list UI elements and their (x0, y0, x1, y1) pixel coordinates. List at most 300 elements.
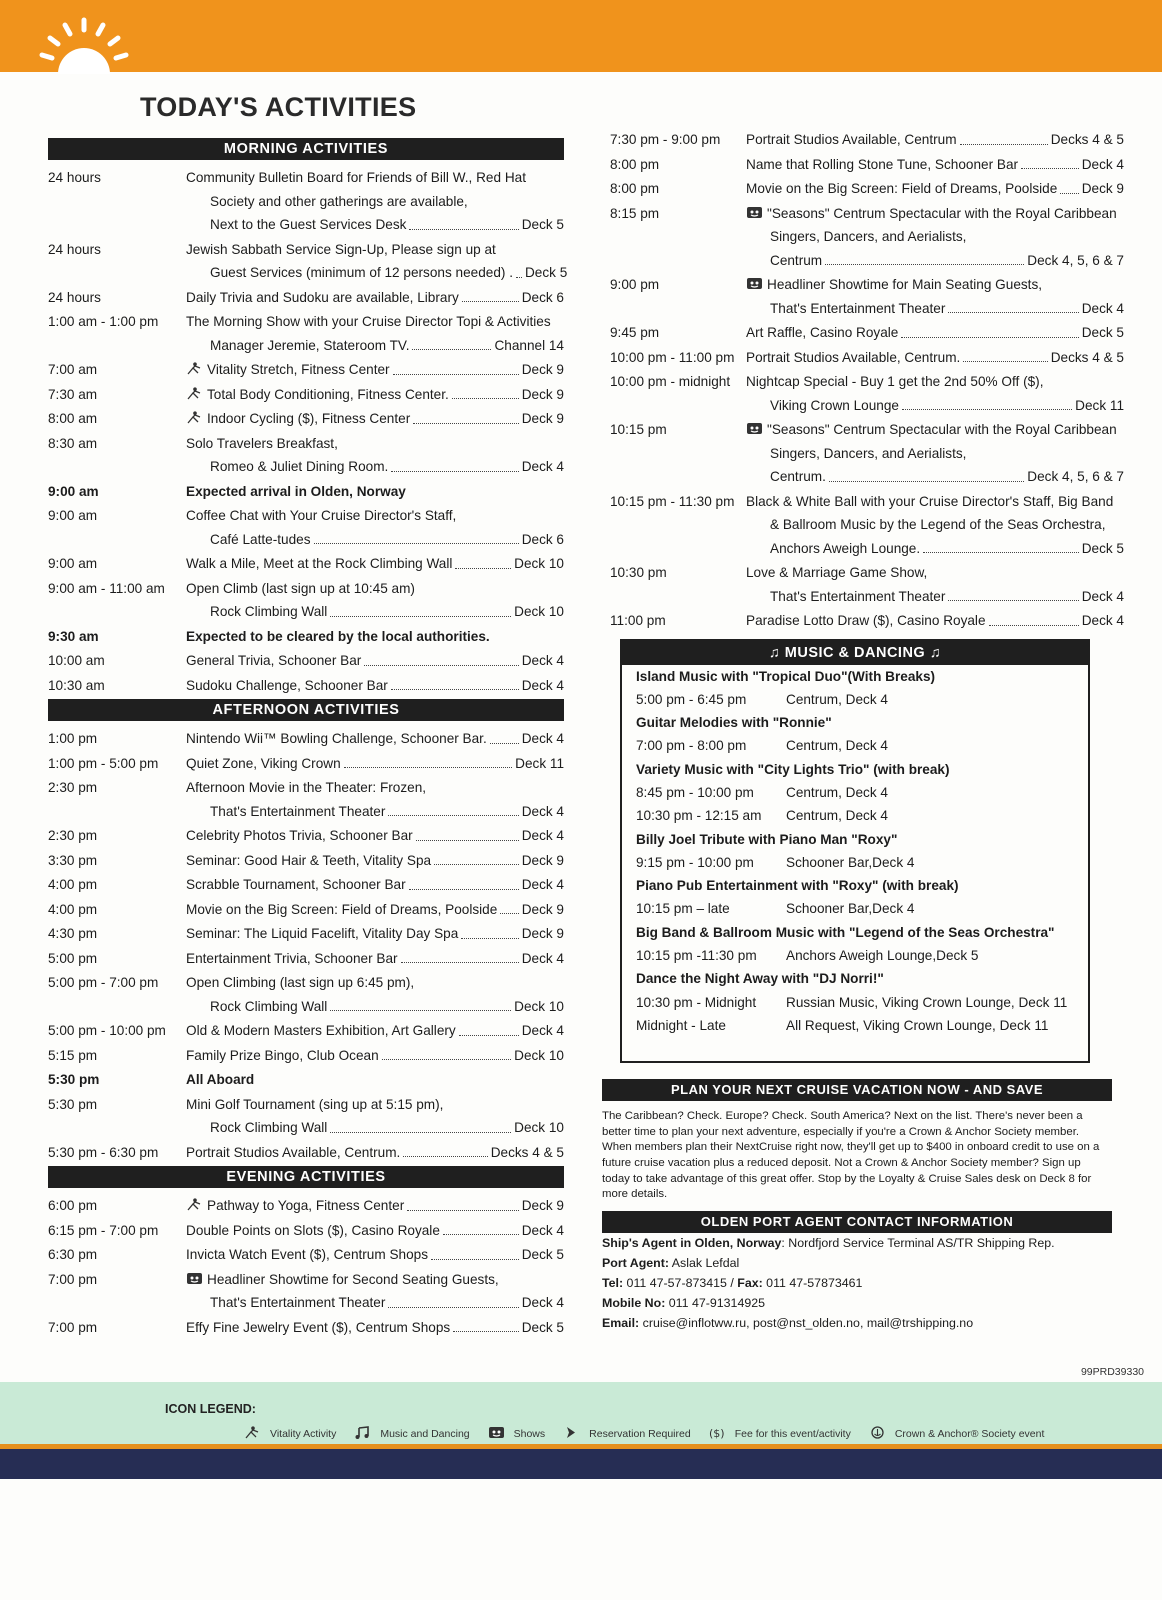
activity-line (186, 334, 564, 358)
morning-header: MORNING ACTIVITIES (48, 138, 564, 160)
evening-list (48, 1194, 564, 1339)
music-time: 7:00 pm - 8:00 pm (636, 738, 747, 754)
music-group-title: Dance the Night Away with "DJ Norri!" (636, 971, 884, 987)
activity-time: 3:30 pm (48, 852, 98, 868)
music-item (622, 991, 1088, 1014)
activity-deck: Deck 9 (521, 926, 564, 941)
activity-text: Afternoon Movie in the Theater: Frozen, (186, 780, 427, 795)
activity-deck: Deck 9 (521, 386, 564, 402)
activity-time: 8:30 am (48, 435, 98, 451)
activity-line (746, 513, 1124, 537)
activity-line (186, 873, 564, 897)
music-group-title: Variety Music with "City Lights Trio" (with break) (636, 761, 950, 777)
dot-leader (948, 297, 1078, 314)
activity-line (186, 922, 564, 946)
activity-time: 10:30 pm (610, 565, 667, 580)
dot-leader (829, 465, 1024, 482)
activity-line (186, 504, 564, 528)
activity-text: Singers, Dancers, and Aerialists, (770, 445, 967, 461)
activity-description (746, 321, 1124, 345)
activity-text: The Morning Show with your Cruise Director Topi & Activities (186, 314, 551, 329)
music-item (622, 734, 1088, 757)
activity-row (48, 727, 564, 751)
fee-icon (709, 1426, 730, 1441)
activity-row (610, 321, 1124, 345)
activity-time: 9:00 am (48, 556, 98, 571)
dot-leader (409, 213, 518, 230)
activity-deck: Deck 4 (521, 1295, 564, 1310)
music-time: 10:30 pm - 12:15 am (636, 808, 762, 824)
activity-text: Celebrity Photos Trivia, Schooner Bar (186, 828, 413, 843)
activity-line (746, 321, 1124, 345)
vitality-icon (186, 1194, 207, 1218)
activity-text: Art Raffle, Casino Royale (746, 325, 899, 340)
activity-description (186, 727, 564, 751)
activity-description (186, 898, 564, 922)
activity-text: Quiet Zone, Viking Crown (186, 755, 341, 771)
dot-leader (1060, 177, 1078, 194)
dot-leader (963, 346, 1047, 363)
activity-text: Café Latte-tudes (210, 531, 311, 547)
activity-row (610, 561, 1124, 608)
activity-deck: Deck 4 (521, 1023, 564, 1038)
morning-list (48, 166, 568, 697)
tel-value: 011 47-57-873415 / (623, 1275, 738, 1290)
bottom-bar (0, 1449, 1162, 1479)
activity-time: 7:30 pm - 9:00 pm (610, 132, 721, 147)
activity-row (48, 1044, 564, 1068)
dot-leader (412, 334, 491, 351)
shows-icon (488, 1426, 509, 1441)
activity-text: Walk a Mile, Meet at the Rock Climbing Wall (186, 556, 453, 571)
activity-description (186, 383, 564, 407)
activity-text: Mini Golf Tournament (sing up at 5:15 pm), (186, 1096, 444, 1112)
activity-row (610, 609, 1124, 633)
activity-time: 5:30 pm - 6:30 pm (48, 1144, 159, 1160)
dot-leader (416, 824, 519, 841)
left-column (48, 136, 568, 1340)
legend-label: Fee for this event/activity (734, 1427, 851, 1440)
dot-leader (434, 849, 519, 866)
agent-header: OLDEN PORT AGENT CONTACT INFORMATION (602, 1211, 1112, 1233)
activity-line (186, 600, 564, 624)
activity-line (186, 1268, 564, 1292)
activity-deck: Deck 4 (521, 1222, 564, 1238)
activity-deck: Deck 10 (514, 1047, 564, 1063)
shows-icon (746, 202, 767, 226)
music-time: 5:00 pm - 6:45 pm (636, 691, 747, 707)
activity-row (48, 358, 564, 382)
activity-row (48, 649, 564, 673)
activity-text: That's Entertainment Theater (770, 300, 946, 316)
activity-line (186, 310, 564, 334)
activity-line (186, 1243, 564, 1267)
activity-text: Viking Crown Lounge (770, 397, 899, 413)
activity-text: Pathway to Yoga, Fitness Center (207, 1198, 405, 1213)
activity-row (610, 177, 1124, 201)
activity-time: 8:00 pm (610, 181, 660, 196)
activity-time: 5:00 pm (48, 950, 98, 966)
activity-row (48, 1219, 564, 1243)
activity-description (186, 407, 564, 431)
music-venue: Centrum, Deck 4 (786, 808, 888, 824)
vitality-icon (186, 358, 207, 382)
dot-leader (455, 552, 511, 569)
activity-line (186, 480, 564, 504)
activity-text: All Aboard (186, 1072, 255, 1087)
music-item (622, 781, 1088, 804)
activity-text: That's Entertainment Theater (210, 803, 386, 819)
activity-deck: Decks 4 & 5 (1050, 349, 1124, 365)
activity-text: Indoor Cycling ($), Fitness Center (207, 411, 411, 426)
activity-time: 1:00 pm (48, 731, 98, 746)
activity-text: Total Body Conditioning, Fitness Center. (207, 386, 449, 402)
activity-line (186, 1019, 564, 1043)
vitality-icon (186, 383, 207, 407)
shows-icon (186, 1268, 207, 1292)
email-value: cruise@inflotww.ru, post@nst_olden.no, mail@trshipping.no (639, 1315, 974, 1330)
activity-description (746, 273, 1124, 320)
activity-time: 4:30 pm (48, 926, 98, 941)
activity-time: 4:00 pm (48, 877, 98, 892)
activity-deck: Deck 5 (524, 265, 568, 280)
activity-text: Rock Climbing Wall (210, 604, 328, 619)
right-column (602, 128, 1124, 1333)
activity-line (186, 649, 564, 673)
activity-text: Singers, Dancers, and Aerialists, (770, 229, 967, 244)
activity-deck: Deck 10 (514, 556, 564, 571)
activity-time: 5:00 pm - 7:00 pm (48, 975, 159, 990)
music-item (622, 1014, 1088, 1037)
activity-line (746, 585, 1124, 609)
activity-deck: Deck 4 (521, 828, 564, 843)
activity-description (186, 286, 564, 310)
activity-deck: Deck 6 (521, 531, 564, 547)
activity-description (186, 1141, 564, 1165)
activity-line (746, 153, 1124, 177)
dot-leader (431, 1243, 519, 1260)
activity-row (610, 346, 1124, 370)
activity-line (186, 432, 564, 456)
port-agent-value: Aslak Lefdal (669, 1255, 740, 1270)
dot-leader (443, 1219, 519, 1236)
vitality-icon (244, 1426, 265, 1441)
activity-description (186, 1316, 564, 1340)
activity-text: Effy Fine Jewelry Event ($), Centrum Shops (186, 1319, 451, 1335)
activity-text: Nightcap Special - Buy 1 get the 2nd 50% Off ($), (746, 374, 1044, 389)
activity-description (746, 418, 1124, 489)
activity-text: Entertainment Trivia, Schooner Bar (186, 950, 398, 966)
legend-item (869, 1426, 1045, 1441)
activity-deck: Deck 4 (521, 677, 564, 693)
music-note-icon: ♫ (925, 644, 942, 661)
music-item (622, 688, 1088, 711)
activity-time: 9:00 pm (610, 277, 660, 292)
email-line (602, 1313, 1124, 1333)
music-time: 10:30 pm - Midnight (636, 994, 757, 1010)
activity-text: Invicta Watch Event ($), Centrum Shops (186, 1247, 429, 1262)
activity-row (610, 418, 1124, 489)
dot-leader (330, 600, 511, 617)
activity-description (186, 625, 564, 649)
dot-leader (901, 321, 1078, 338)
activity-time: 5:30 pm (48, 1072, 100, 1087)
activity-deck: Deck 4 (521, 459, 564, 474)
dot-leader (409, 873, 519, 890)
activity-deck: Deck 4 (1081, 156, 1124, 172)
activity-description (186, 1219, 564, 1243)
activity-description (186, 358, 564, 382)
activity-deck: Deck 4 (1081, 613, 1124, 628)
ships-agent-value: : Nordfjord Service Terminal AS/TR Shipping Rep. (781, 1235, 1055, 1250)
activity-text: Family Prize Bingo, Club Ocean (186, 1047, 379, 1063)
activity-description (746, 153, 1124, 177)
activity-time: 8:00 am (48, 411, 98, 426)
activity-row (48, 1194, 564, 1218)
music-header (622, 641, 1088, 665)
dot-leader (960, 128, 1048, 145)
dot-leader (388, 1291, 518, 1308)
activity-line (746, 273, 1124, 297)
activity-time: 5:30 pm (48, 1096, 98, 1112)
activity-description (186, 1068, 564, 1092)
activity-description (746, 609, 1124, 633)
dot-leader (1021, 153, 1079, 170)
legend-label: Music and Dancing (380, 1427, 470, 1440)
activity-deck: Deck 9 (521, 901, 564, 917)
activity-row (48, 238, 568, 285)
activity-description (186, 480, 564, 504)
activity-time: 7:00 pm (48, 1319, 98, 1335)
activity-line (186, 971, 564, 995)
music-item (622, 944, 1088, 967)
activity-time: 2:30 pm (48, 828, 98, 843)
activity-text: Sudoku Challenge, Schooner Bar (186, 677, 388, 693)
reservation-icon (563, 1426, 584, 1441)
port-agent-label: Port Agent: (602, 1255, 669, 1270)
activity-text: Romeo & Juliet Dining Room. (210, 459, 389, 474)
activity-row (48, 286, 564, 310)
activity-time: 9:00 am (48, 508, 98, 523)
dot-leader (344, 752, 512, 769)
activity-line (746, 177, 1124, 201)
music-item (622, 851, 1088, 874)
activity-row (610, 128, 1124, 152)
activity-line (746, 465, 1124, 489)
activity-line (186, 849, 564, 873)
activity-description (186, 1019, 564, 1043)
activity-line (186, 407, 564, 431)
music-venue: Centrum, Deck 4 (786, 738, 888, 754)
activity-deck: Deck 4 (521, 803, 564, 819)
dot-leader (923, 537, 1079, 554)
activity-text: Headliner Showtime for Second Seating Guests, (207, 1271, 499, 1287)
mobile-label: Mobile No: (602, 1295, 666, 1310)
activity-text: Jewish Sabbath Service Sign-Up, Please sign up at (186, 241, 496, 257)
activity-description (186, 752, 564, 776)
activity-text: Portrait Studios Available, Centrum. (746, 349, 961, 365)
activity-deck: Deck 6 (521, 289, 564, 305)
activity-deck: Channel 14 (494, 337, 564, 353)
music-note-icon: ♫ (768, 644, 785, 661)
music-time: 10:15 pm – late (636, 901, 730, 917)
mobile-value: 011 47-91314925 (665, 1295, 766, 1310)
activity-row (48, 480, 564, 504)
activity-row (48, 310, 564, 357)
activity-text: Seminar: Good Hair & Teeth, Vitality Spa (186, 852, 432, 868)
activity-time: 24 hours (48, 289, 101, 305)
music-group-title: Guitar Melodies with "Ronnie" (636, 715, 832, 731)
activity-text: Next to the Guest Services Desk (210, 217, 407, 232)
activity-description (186, 776, 564, 823)
dot-leader (516, 261, 522, 278)
activity-description (186, 922, 564, 946)
dot-leader (403, 1141, 487, 1158)
activity-row (48, 1243, 564, 1267)
activity-deck: Deck 4, 5, 6 & 7 (1027, 252, 1124, 268)
activity-text: Scrabble Tournament, Schooner Bar (186, 877, 406, 892)
activity-line (186, 947, 564, 971)
dot-leader (391, 674, 519, 691)
dot-leader (393, 358, 519, 375)
activity-deck: Deck 11 (1075, 397, 1124, 413)
activity-deck: Deck 9 (521, 1198, 564, 1213)
activity-description (186, 947, 564, 971)
activity-line (186, 1316, 564, 1340)
activity-row (610, 202, 1124, 273)
activity-description (186, 1194, 564, 1218)
activity-deck: Deck 4 (521, 731, 564, 746)
activity-row (48, 383, 564, 407)
activity-deck: Deck 9 (521, 362, 564, 377)
music-venue: Anchors Aweigh Lounge,Deck 5 (786, 948, 979, 964)
activity-line (186, 625, 564, 649)
activity-line (186, 1068, 564, 1092)
activity-deck: Deck 9 (521, 852, 564, 868)
activity-text: Rock Climbing Wall (210, 1120, 328, 1135)
activity-description (186, 504, 564, 551)
activity-line (746, 609, 1124, 633)
legend-label: Vitality Activity (270, 1427, 337, 1440)
page-title: TODAY'S ACTIVITIES (140, 92, 417, 122)
activity-line (746, 490, 1124, 514)
activity-time: 6:30 pm (48, 1247, 98, 1262)
activity-row (48, 776, 564, 823)
dot-leader (453, 1316, 519, 1333)
activity-text: That's Entertainment Theater (210, 1295, 386, 1310)
activity-line (186, 1116, 564, 1140)
activity-row (48, 752, 564, 776)
activity-line (186, 1219, 564, 1243)
tel-label: Tel: (602, 1275, 624, 1290)
activity-description (186, 1044, 564, 1068)
activity-row (48, 1141, 564, 1165)
activity-line (186, 213, 564, 237)
music-group-title: Island Music with "Tropical Duo"(With Breaks) (636, 668, 936, 684)
activity-time: 9:30 am (48, 628, 99, 644)
activity-text: That's Entertainment Theater (770, 588, 946, 604)
activity-deck: Deck 4 (521, 950, 564, 966)
dot-leader (500, 898, 518, 915)
dot-leader (452, 383, 519, 400)
activity-description (186, 577, 564, 624)
music-note-icon (354, 1426, 375, 1441)
activity-text: General Trivia, Schooner Bar (186, 653, 362, 668)
activity-time: 24 hours (48, 170, 101, 185)
dot-leader (391, 455, 518, 472)
activity-row (48, 947, 564, 971)
activity-description (186, 552, 564, 576)
activity-text: Expected arrival in Olden, Norway (186, 483, 406, 499)
activity-deck: Decks 4 & 5 (1050, 132, 1124, 147)
activity-time: 7:30 am (48, 386, 98, 402)
music-venue: Russian Music, Viking Crown Lounge, Deck 11 (786, 994, 1068, 1010)
evening-continued-list (610, 128, 1124, 633)
activity-line (746, 346, 1124, 370)
activity-deck: Deck 4 (1081, 588, 1124, 604)
music-time: Midnight - Late (636, 1017, 726, 1033)
activity-time: 5:15 pm (48, 1047, 98, 1063)
activity-text: Anchors Aweigh Lounge. (770, 540, 921, 556)
activity-row (48, 1019, 564, 1043)
activity-line (186, 261, 567, 285)
activity-row (48, 1268, 564, 1315)
activity-line (746, 394, 1124, 418)
activity-time: 8:15 pm (610, 205, 660, 221)
music-venue: All Request, Viking Crown Lounge, Deck 11 (786, 1017, 1049, 1033)
afternoon-list (48, 727, 564, 1164)
tel-line (602, 1273, 1124, 1293)
activity-time: 4:00 pm (48, 901, 98, 917)
activity-description (186, 824, 564, 848)
dot-leader (364, 649, 518, 666)
dot-leader (825, 249, 1024, 266)
fax-label: Fax: (737, 1275, 763, 1290)
legend-item (488, 1426, 546, 1441)
activity-deck: Deck 4, 5, 6 & 7 (1027, 469, 1124, 484)
legend-label: Shows (513, 1427, 546, 1440)
activity-row (48, 971, 564, 1018)
evening-header: EVENING ACTIVITIES (48, 1166, 564, 1188)
activity-line (186, 358, 564, 382)
activity-time: 10:00 am (48, 653, 105, 668)
activity-row (48, 504, 564, 551)
activity-line (186, 1291, 564, 1315)
activity-time: 1:00 am - 1:00 pm (48, 314, 159, 329)
activity-text: "Seasons" Centrum Spectacular with the Royal Caribbean (767, 205, 1117, 221)
activity-line (186, 727, 564, 751)
activity-row (48, 674, 564, 698)
music-header-label: MUSIC & DANCING (784, 644, 926, 661)
music-list (622, 665, 1088, 1038)
activity-line (186, 383, 564, 407)
dot-leader (902, 394, 1072, 411)
legend-items (244, 1426, 1044, 1441)
dot-leader (461, 922, 518, 939)
activity-line (186, 528, 564, 552)
activity-text: Black & White Ball with your Cruise Director's Staff, Big Band (746, 493, 1114, 509)
activity-row (48, 849, 564, 873)
activity-line (186, 1141, 564, 1165)
activity-time: 6:15 pm - 7:00 pm (48, 1222, 159, 1238)
shows-icon (746, 418, 767, 442)
activity-time: 7:00 pm (48, 1271, 98, 1287)
activity-time: 10:30 am (48, 677, 105, 693)
activity-description (186, 166, 564, 237)
music-time: 9:15 pm - 10:00 pm (636, 854, 754, 870)
activity-time: 10:15 pm (610, 422, 667, 437)
activity-text: Portrait Studios Available, Centrum. (186, 1144, 401, 1160)
